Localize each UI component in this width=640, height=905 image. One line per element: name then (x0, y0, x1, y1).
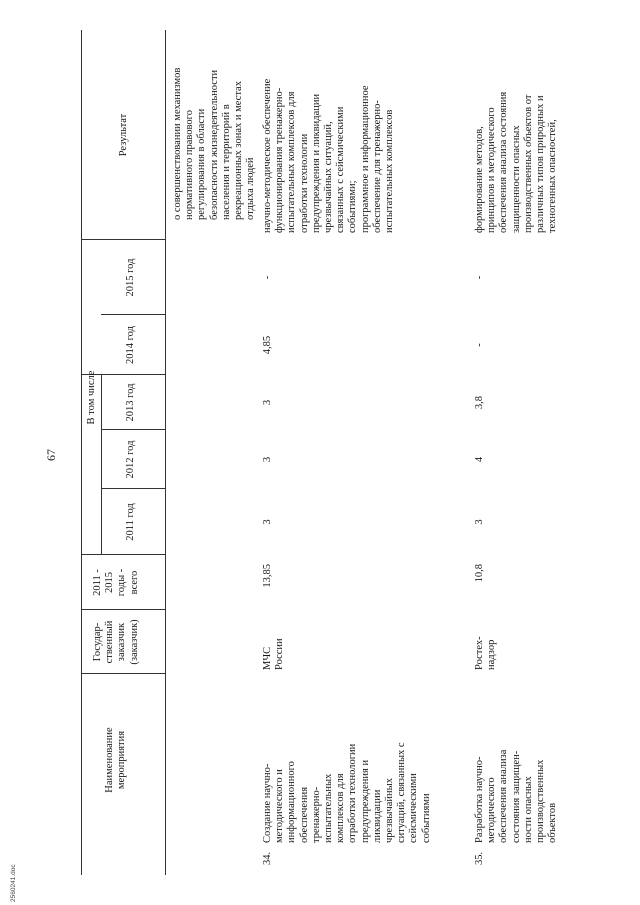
footer-file-code: 2560241.doc (10, 864, 17, 902)
row-result: формирование методов, принципов и методического обеспечения анализа состояния защищенности опасных производственных объектов от различных типов природных и техногенных опасностей, (474, 91, 559, 233)
result-continuation: о совершенствовании механизмов нормативного правового регулирования в области безопасности жизнедеятельности населения и территорий в рекреационных зонах и местах отдыха людей (172, 67, 257, 220)
row-customer: МЧС России (262, 638, 286, 670)
header-total: 2011 - 2015 годы - всего (92, 568, 140, 597)
row-value-2013: 3 (262, 399, 273, 406)
row-number: 35. (474, 851, 485, 865)
header-name: Наименование мероприятия (104, 727, 128, 793)
header-year-2014: 2014 год (125, 326, 136, 364)
header-bottom-border (165, 30, 166, 875)
row-value-2014: - (474, 343, 485, 347)
row-total: 13,85 (262, 564, 273, 588)
row-number: 34. (262, 851, 273, 865)
header-year-2012: 2012 год (125, 440, 136, 479)
row-total: 10,8 (474, 564, 485, 583)
row-value-2013: 3,8 (474, 395, 485, 410)
row-value-2015: - (474, 275, 485, 280)
header-result: Результат (118, 113, 129, 157)
table-top-border (81, 30, 82, 875)
row-name: Разработка научно- методического обеспечения анализа состояния защищен- ности опасных производственных объектов (474, 749, 559, 843)
header-year-2015: 2015 год (125, 258, 136, 297)
row-customer: Ростех- надзор (474, 636, 498, 670)
row-value-2015: - (262, 275, 273, 280)
header-year-2013: 2013 год (125, 383, 136, 422)
header-customer: Государ- ственный заказчик (заказчик) (92, 619, 140, 665)
row-result: научно-методическое обеспечение функционирования тренажерно- испытательных комплексов для отработки технологии предупреждения и ликвидации чрезвычайных ситуаций, связанных с сейсмическими событиями; программное и информационное обеспечение для тренажерно- испытательных комплексов (262, 78, 396, 233)
row-name: Создание научно- методического и информационного обеспечения тренажерно- испытательных комплексов для отработки технологии предупреждения и ликвидации чрезвычайных ситуаций, связанных с сейсмическими событиями (262, 742, 432, 843)
row-value-2012: 4 (474, 456, 485, 463)
row-value-2011: 3 (474, 519, 485, 525)
row-value-2012: 3 (262, 456, 273, 463)
page-number: 67 (44, 449, 58, 461)
header-year-2011: 2011 год (125, 503, 136, 541)
row-value-2014: 4,85 (262, 335, 273, 355)
including-divider (101, 375, 102, 555)
header-including: В том числе (86, 370, 97, 425)
row-value-2011: 3 (262, 519, 273, 525)
